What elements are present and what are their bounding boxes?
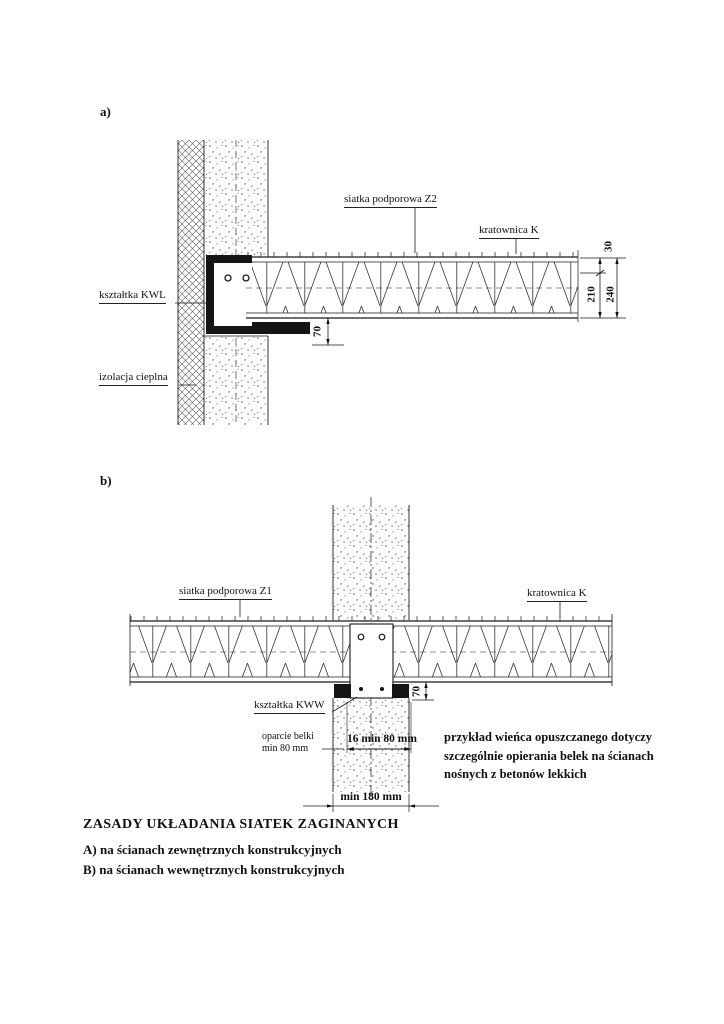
- dim-text-210: 210: [585, 286, 598, 303]
- note-block: [444, 728, 654, 784]
- dim-text-beam-support: 16 min 80 mm: [347, 733, 417, 745]
- label-izolacja-cieplna: izolacja cieplna: [99, 371, 168, 386]
- dim-text-30: 30: [602, 241, 615, 252]
- dim-text-240: 240: [604, 286, 617, 303]
- note-line: przykład wieńca opuszczanego dotyczy: [444, 730, 652, 744]
- note-line: szczególnie opierania belek na ścianach: [444, 748, 654, 763]
- label-siatka-podporowa-z1: siatka podporowa Z1: [179, 585, 272, 600]
- rebar-dot: [380, 687, 384, 691]
- insulation-hatch: [178, 140, 204, 425]
- dim-text-70-a: 70: [311, 326, 324, 337]
- rebar-dot: [243, 275, 249, 281]
- rebar-dot: [358, 634, 364, 640]
- label-kratownica-k-b: kratownica K: [527, 587, 587, 602]
- figure-b-label: b): [100, 473, 112, 488]
- beam-pocket: [350, 624, 393, 698]
- dim-text-70-b: 70: [410, 686, 423, 697]
- legend-item-a: A) na ścianach zewnętrznych konstrukcyjnych: [83, 842, 342, 857]
- label-oparcie-belki-line1: oparcie belki: [262, 731, 314, 742]
- ksztaltka-kwl-shape: [206, 255, 252, 334]
- ring-beam-bar: [252, 322, 310, 334]
- dim-text-wall-width: min 180 mm: [340, 791, 402, 803]
- label-siatka-podporowa-z2: siatka podporowa Z2: [344, 193, 437, 208]
- mesh-z2-ticks: [246, 252, 578, 257]
- figure-a-label: a): [100, 104, 111, 119]
- note-line: nośnych z betonów lekkich: [444, 767, 587, 781]
- label-ksztaltka-kwl: kształtka KWL: [99, 289, 166, 304]
- label-oparcie-belki-line2: min 80 mm: [262, 743, 309, 754]
- ksztaltka-kww-shape: [334, 684, 351, 698]
- rebar-dot: [225, 275, 231, 281]
- rebar-dot: [379, 634, 385, 640]
- drawing-title: ZASADY UKŁADANIA SIATEK ZAGINANYCH: [83, 817, 399, 832]
- figure-a-drawing: [175, 140, 626, 425]
- legend-item-b: B) na ścianach wewnętrznych konstrukcyjnych: [83, 862, 345, 877]
- label-ksztaltka-kww: kształtka KWW: [254, 699, 325, 714]
- mesh-z1-ticks: [130, 616, 612, 621]
- ksztaltka-kww-shape: [392, 684, 409, 698]
- truss-a-web: [252, 262, 578, 313]
- rebar-dot: [359, 687, 363, 691]
- label-kratownica-k-a: kratownica K: [479, 224, 539, 239]
